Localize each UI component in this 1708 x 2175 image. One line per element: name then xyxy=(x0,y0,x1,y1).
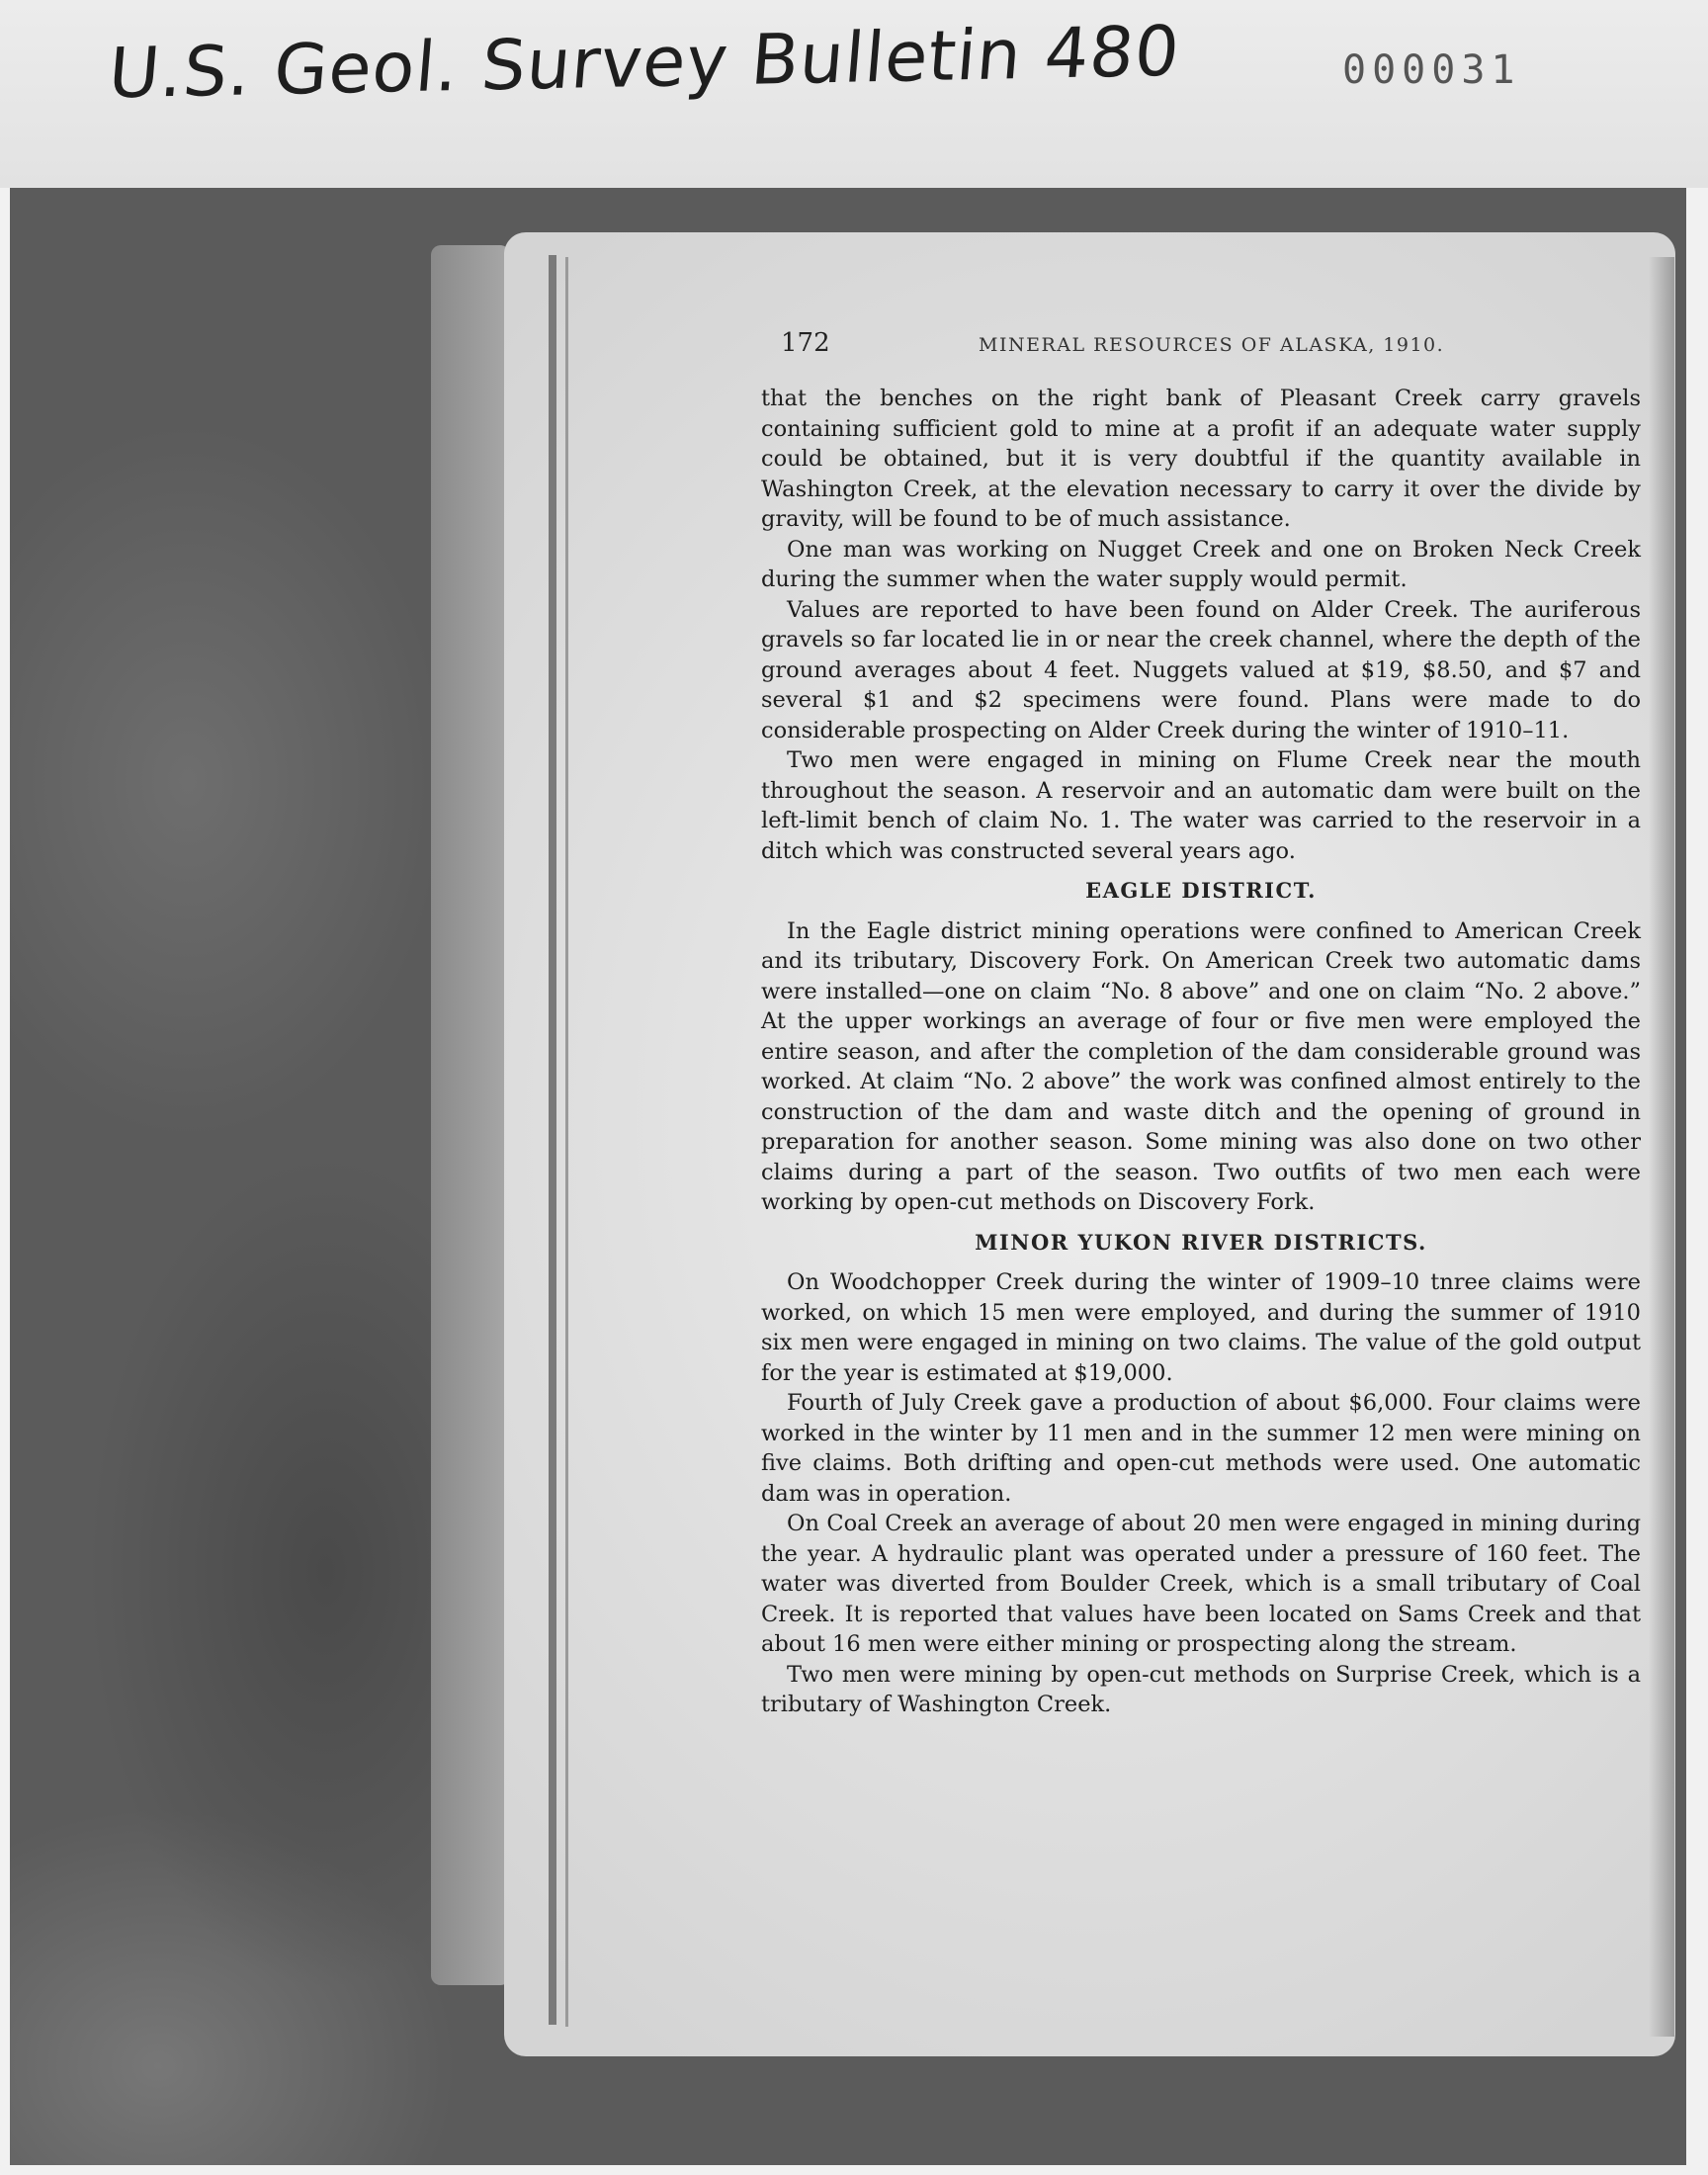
page-right-edge xyxy=(1649,257,1674,2037)
paragraph: that the benches on the right bank of Pleasant Creek carry gravels containing sufficient gold to mine at a profit if an adequate water supply could be obtained, but it is very doubtful if the quantity available in Washington Creek, at the elevation necessary to carry it over the divide by gravity, will be found to be of much assistance. xyxy=(761,386,1641,532)
paragraph: One man was working on Nugget Creek and one on Broken Neck Creek during the summer when the water supply would permit. xyxy=(761,536,1641,592)
paragraph: On Woodchopper Creek during the winter of 1909–10 tnree claims were worked, on which 15 men were employed, and during the summer of 1910 six men were engaged in mining on two claims. The value of the gold output for the year is estimated at $19,000. xyxy=(761,1269,1641,1386)
paragraph: Two men were engaged in mining on Flume Creek near the mouth throughout the season. A reservoir and an automatic dam were built on the left-limit bench of claim No. 1. The water was carried to the reservoir in a ditch which was constructed several years ago. xyxy=(761,747,1641,864)
section-heading-eagle: EAGLE DISTRICT. xyxy=(1085,878,1317,903)
page-number: 172 xyxy=(781,328,830,358)
page-text xyxy=(761,384,1641,1720)
paragraph: Two men were mining by open-cut methods on Surprise Creek, which is a tributary of Washington Creek. xyxy=(761,1661,1641,1717)
binding-line xyxy=(549,255,556,2025)
section-heading-yukon: MINOR YUKON RIVER DISTRICTS. xyxy=(975,1229,1427,1255)
paragraph: Fourth of July Creek gave a production of about $6,000. Four claims were worked in the winter by 11 men and in the summer 12 men were mining on five claims. Both drifting and open-cut methods were used. One automatic dam was in operation. xyxy=(761,1390,1641,1507)
running-head: MINERAL RESOURCES OF ALASKA, 1910. xyxy=(979,334,1445,356)
paragraph: Values are reported to have been found on Alder Creek. The auriferous gravels so far located lie in or near the creek channel, where the depth of the ground averages about 4 feet. Nuggets valued at $19, $8.50, and $7 and several $1 and $2 specimens were found. Plans were made to do considerable prospecting on Alder Creek during the winter of 1910–11. xyxy=(761,596,1641,743)
previous-page-edge xyxy=(431,245,510,1985)
paragraph: On Coal Creek an average of about 20 men were engaged in mining during the year. A hydraulic plant was operated under a pressure of 160 feet. The water was diverted from Boulder Creek, which is a small tributary of Coal Creek. It is reported that values have been located on Sams Creek and that about 16 men were either mining or prospecting along the stream. xyxy=(761,1511,1641,1657)
handwritten-title: U.S. Geol. Survey Bulletin 480 xyxy=(105,10,1184,115)
page-header xyxy=(781,328,1651,368)
binding-line-inner xyxy=(565,257,568,2027)
paragraph: In the Eagle district mining operations were confined to American Creek and its tributary, Discovery Fork. On American Creek two automatic dams were installed—one on claim “No. 8 above” and one on claim “No. 2 above.” At the upper workings an average of four or five men were employed the entire season, and after the completion of the dam considerable ground was worked. At claim “No. 2 above” the work was confined almost entirely to the construction of the dam and waste ditch and the opening of ground in preparation for another season. Some mining was also done on two other claims during a part of the season. Two outfits of two men each were working by open-cut methods on Discovery Fork. xyxy=(761,917,1641,1215)
stamp-number: 000031 xyxy=(1342,47,1521,93)
